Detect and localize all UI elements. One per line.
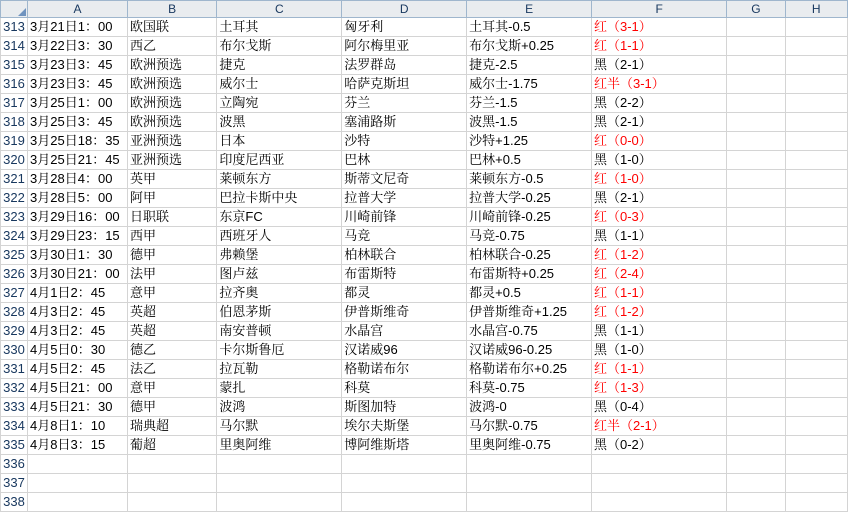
row-header[interactable]: 330 xyxy=(1,341,28,360)
cell-empty-h[interactable] xyxy=(785,436,847,455)
cell-home-team[interactable]: 东京FC xyxy=(217,208,342,227)
cell-empty-h[interactable] xyxy=(785,265,847,284)
table-row[interactable] xyxy=(1,189,848,208)
cell-date[interactable]: 4月5日2：45 xyxy=(28,360,128,379)
cell-empty-g[interactable] xyxy=(727,227,785,246)
cell-away-team[interactable]: 马竞 xyxy=(342,227,467,246)
table-row[interactable] xyxy=(1,474,848,493)
cell-date[interactable]: 4月5日21：30 xyxy=(28,398,128,417)
row-header[interactable]: 323 xyxy=(1,208,28,227)
cell-date[interactable]: 3月25日3：45 xyxy=(28,113,128,132)
cell-away-team[interactable]: 沙特 xyxy=(342,132,467,151)
cell-result[interactable] xyxy=(592,474,727,493)
row-header[interactable]: 336 xyxy=(1,455,28,474)
cell-league[interactable]: 欧洲预选 xyxy=(127,56,216,75)
cell-date[interactable]: 4月3日2：45 xyxy=(28,303,128,322)
cell-empty-g[interactable] xyxy=(727,56,785,75)
cell-away-team[interactable]: 法罗群岛 xyxy=(342,56,467,75)
cell-empty-g[interactable] xyxy=(727,284,785,303)
cell-home-team[interactable]: 波黑 xyxy=(217,113,342,132)
cell-result[interactable]: 红（3-1） xyxy=(592,18,727,37)
table-row[interactable] xyxy=(1,208,848,227)
cell-empty-g[interactable] xyxy=(727,151,785,170)
cell-date[interactable]: 3月25日1：00 xyxy=(28,94,128,113)
cell-home-team[interactable]: 马尔默 xyxy=(217,417,342,436)
cell-league[interactable]: 英超 xyxy=(127,322,216,341)
cell-date[interactable] xyxy=(28,455,128,474)
cell-handicap[interactable] xyxy=(467,493,592,512)
cell-league[interactable]: 欧洲预选 xyxy=(127,113,216,132)
cell-away-team[interactable]: 阿尔梅里亚 xyxy=(342,37,467,56)
row-header[interactable]: 328 xyxy=(1,303,28,322)
cell-league[interactable] xyxy=(127,493,216,512)
cell-result[interactable]: 黑（2-1） xyxy=(592,56,727,75)
cell-empty-h[interactable] xyxy=(785,455,847,474)
row-header[interactable]: 335 xyxy=(1,436,28,455)
cell-result[interactable]: 黑（2-1） xyxy=(592,113,727,132)
row-header[interactable]: 317 xyxy=(1,94,28,113)
cell-result[interactable]: 红（2-4） xyxy=(592,265,727,284)
cell-date[interactable]: 3月23日3：45 xyxy=(28,56,128,75)
cell-result[interactable]: 红（1-2） xyxy=(592,246,727,265)
cell-away-team[interactable]: 哈萨克斯坦 xyxy=(342,75,467,94)
cell-result[interactable]: 红（1-1） xyxy=(592,284,727,303)
cell-league[interactable]: 欧洲预选 xyxy=(127,94,216,113)
cell-result[interactable]: 黑（2-2） xyxy=(592,94,727,113)
cell-away-team[interactable]: 布雷斯特 xyxy=(342,265,467,284)
cell-empty-g[interactable] xyxy=(727,379,785,398)
row-header[interactable]: 332 xyxy=(1,379,28,398)
cell-empty-h[interactable] xyxy=(785,360,847,379)
cell-home-team[interactable]: 日本 xyxy=(217,132,342,151)
cell-date[interactable]: 4月5日21：00 xyxy=(28,379,128,398)
cell-league[interactable]: 阿甲 xyxy=(127,189,216,208)
cell-home-team[interactable]: 莱顿东方 xyxy=(217,170,342,189)
cell-result[interactable]: 红（1-2） xyxy=(592,303,727,322)
cell-empty-g[interactable] xyxy=(727,455,785,474)
cell-date[interactable] xyxy=(28,493,128,512)
cell-handicap[interactable] xyxy=(467,455,592,474)
cell-away-team[interactable]: 伊普斯维奇 xyxy=(342,303,467,322)
cell-home-team[interactable]: 土耳其 xyxy=(217,18,342,37)
cell-handicap[interactable]: 里奥阿维-0.75 xyxy=(467,436,592,455)
cell-home-team[interactable]: 威尔士 xyxy=(217,75,342,94)
cell-away-team[interactable]: 芬兰 xyxy=(342,94,467,113)
cell-league[interactable] xyxy=(127,474,216,493)
cell-empty-h[interactable] xyxy=(785,284,847,303)
column-header-h[interactable]: H xyxy=(785,1,847,18)
table-row[interactable] xyxy=(1,341,848,360)
table-row[interactable] xyxy=(1,417,848,436)
cell-league[interactable]: 德乙 xyxy=(127,341,216,360)
table-row[interactable] xyxy=(1,322,848,341)
cell-result[interactable]: 红（0-0） xyxy=(592,132,727,151)
table-row[interactable] xyxy=(1,113,848,132)
cell-handicap[interactable]: 巴林+0.5 xyxy=(467,151,592,170)
cell-empty-g[interactable] xyxy=(727,113,785,132)
cell-handicap[interactable]: 布尔戈斯+0.25 xyxy=(467,37,592,56)
cell-league[interactable]: 英甲 xyxy=(127,170,216,189)
cell-away-team[interactable]: 塞浦路斯 xyxy=(342,113,467,132)
cell-empty-h[interactable] xyxy=(785,246,847,265)
cell-result[interactable] xyxy=(592,493,727,512)
row-header[interactable]: 326 xyxy=(1,265,28,284)
cell-date[interactable]: 3月29日16：00 xyxy=(28,208,128,227)
cell-empty-g[interactable] xyxy=(727,493,785,512)
cell-home-team[interactable]: 西班牙人 xyxy=(217,227,342,246)
cell-empty-h[interactable] xyxy=(785,56,847,75)
cell-empty-h[interactable] xyxy=(785,379,847,398)
row-header[interactable]: 319 xyxy=(1,132,28,151)
cell-empty-h[interactable] xyxy=(785,132,847,151)
column-header-b[interactable]: B xyxy=(127,1,216,18)
row-header[interactable]: 320 xyxy=(1,151,28,170)
cell-handicap[interactable]: 伊普斯维奇+1.25 xyxy=(467,303,592,322)
cell-empty-g[interactable] xyxy=(727,436,785,455)
table-row[interactable] xyxy=(1,132,848,151)
cell-handicap[interactable]: 土耳其-0.5 xyxy=(467,18,592,37)
cell-empty-g[interactable] xyxy=(727,170,785,189)
cell-result[interactable]: 黑（1-1） xyxy=(592,322,727,341)
column-header-a[interactable]: A xyxy=(28,1,128,18)
table-row[interactable] xyxy=(1,379,848,398)
row-header[interactable]: 318 xyxy=(1,113,28,132)
table-row[interactable] xyxy=(1,94,848,113)
cell-date[interactable] xyxy=(28,474,128,493)
cell-empty-h[interactable] xyxy=(785,303,847,322)
cell-home-team[interactable] xyxy=(217,493,342,512)
cell-empty-g[interactable] xyxy=(727,303,785,322)
cell-away-team[interactable]: 博阿维斯塔 xyxy=(342,436,467,455)
row-header[interactable]: 313 xyxy=(1,18,28,37)
row-header[interactable]: 316 xyxy=(1,75,28,94)
cell-empty-h[interactable] xyxy=(785,75,847,94)
cell-league[interactable]: 西乙 xyxy=(127,37,216,56)
cell-empty-g[interactable] xyxy=(727,37,785,56)
cell-empty-h[interactable] xyxy=(785,151,847,170)
cell-date[interactable]: 4月5日0：30 xyxy=(28,341,128,360)
table-row[interactable] xyxy=(1,56,848,75)
table-row[interactable] xyxy=(1,227,848,246)
cell-result[interactable]: 黑（0-4） xyxy=(592,398,727,417)
cell-date[interactable]: 3月21日1：00 xyxy=(28,18,128,37)
cell-empty-g[interactable] xyxy=(727,94,785,113)
cell-league[interactable]: 法甲 xyxy=(127,265,216,284)
row-header[interactable]: 315 xyxy=(1,56,28,75)
cell-home-team[interactable]: 巴拉卡斯中央 xyxy=(217,189,342,208)
cell-date[interactable]: 3月30日1：30 xyxy=(28,246,128,265)
cell-handicap[interactable]: 波黑-1.5 xyxy=(467,113,592,132)
cell-away-team[interactable]: 拉普大学 xyxy=(342,189,467,208)
cell-empty-g[interactable] xyxy=(727,360,785,379)
cell-result[interactable]: 红半（2-1） xyxy=(592,417,727,436)
cell-away-team[interactable]: 川崎前锋 xyxy=(342,208,467,227)
cell-handicap[interactable]: 威尔士-1.75 xyxy=(467,75,592,94)
cell-empty-h[interactable] xyxy=(785,189,847,208)
cell-league[interactable]: 意甲 xyxy=(127,284,216,303)
column-header-c[interactable]: C xyxy=(217,1,342,18)
cell-home-team[interactable]: 弗赖堡 xyxy=(217,246,342,265)
table-row[interactable] xyxy=(1,37,848,56)
cell-result[interactable]: 红（1-0） xyxy=(592,170,727,189)
cell-home-team[interactable]: 南安普顿 xyxy=(217,322,342,341)
row-header[interactable]: 329 xyxy=(1,322,28,341)
cell-date[interactable]: 4月8日3：15 xyxy=(28,436,128,455)
column-header-d[interactable]: D xyxy=(342,1,467,18)
cell-result[interactable]: 红（1-1） xyxy=(592,360,727,379)
cell-away-team[interactable] xyxy=(342,493,467,512)
cell-empty-h[interactable] xyxy=(785,37,847,56)
row-header[interactable]: 322 xyxy=(1,189,28,208)
cell-handicap[interactable]: 马竞-0.75 xyxy=(467,227,592,246)
cell-empty-h[interactable] xyxy=(785,227,847,246)
cell-handicap[interactable]: 格勒诺布尔+0.25 xyxy=(467,360,592,379)
row-header[interactable]: 337 xyxy=(1,474,28,493)
row-header[interactable]: 321 xyxy=(1,170,28,189)
cell-empty-h[interactable] xyxy=(785,493,847,512)
cell-empty-g[interactable] xyxy=(727,265,785,284)
cell-league[interactable]: 亚洲预选 xyxy=(127,132,216,151)
cell-handicap[interactable]: 拉普大学-0.25 xyxy=(467,189,592,208)
table-row[interactable] xyxy=(1,493,848,512)
cell-date[interactable]: 4月3日2：45 xyxy=(28,322,128,341)
cell-empty-h[interactable] xyxy=(785,170,847,189)
cell-empty-g[interactable] xyxy=(727,417,785,436)
table-row[interactable] xyxy=(1,360,848,379)
cell-league[interactable]: 瑞典超 xyxy=(127,417,216,436)
cell-empty-g[interactable] xyxy=(727,322,785,341)
row-header[interactable]: 333 xyxy=(1,398,28,417)
cell-result[interactable]: 黑（1-0） xyxy=(592,341,727,360)
cell-empty-g[interactable] xyxy=(727,246,785,265)
cell-date[interactable]: 4月8日1：10 xyxy=(28,417,128,436)
table-row[interactable] xyxy=(1,265,848,284)
cell-home-team[interactable]: 伯恩茅斯 xyxy=(217,303,342,322)
cell-empty-h[interactable] xyxy=(785,398,847,417)
cell-home-team[interactable]: 图卢兹 xyxy=(217,265,342,284)
table-row[interactable] xyxy=(1,284,848,303)
row-header[interactable]: 314 xyxy=(1,37,28,56)
cell-league[interactable]: 亚洲预选 xyxy=(127,151,216,170)
column-header-g[interactable]: G xyxy=(727,1,785,18)
cell-result[interactable]: 黑（0-2） xyxy=(592,436,727,455)
cell-league[interactable]: 法乙 xyxy=(127,360,216,379)
cell-away-team[interactable]: 埃尔夫斯堡 xyxy=(342,417,467,436)
row-header[interactable]: 327 xyxy=(1,284,28,303)
cell-handicap[interactable]: 捷克-2.5 xyxy=(467,56,592,75)
cell-handicap[interactable]: 水晶宫-0.75 xyxy=(467,322,592,341)
cell-away-team[interactable]: 匈牙利 xyxy=(342,18,467,37)
cell-result[interactable]: 红半（3-1） xyxy=(592,75,727,94)
column-header-row xyxy=(1,1,848,18)
cell-handicap[interactable]: 莱顿东方-0.5 xyxy=(467,170,592,189)
cell-empty-h[interactable] xyxy=(785,417,847,436)
cell-home-team[interactable]: 立陶宛 xyxy=(217,94,342,113)
row-header[interactable]: 338 xyxy=(1,493,28,512)
cell-date[interactable]: 3月29日23：15 xyxy=(28,227,128,246)
cell-league[interactable]: 欧洲预选 xyxy=(127,75,216,94)
cell-home-team[interactable]: 里奥阿维 xyxy=(217,436,342,455)
cell-result[interactable]: 红（0-3） xyxy=(592,208,727,227)
cell-home-team[interactable]: 波鸿 xyxy=(217,398,342,417)
table-row[interactable] xyxy=(1,170,848,189)
cell-handicap[interactable]: 芬兰-1.5 xyxy=(467,94,592,113)
cell-date[interactable]: 4月1日2：45 xyxy=(28,284,128,303)
cell-handicap[interactable]: 汉诺威96-0.25 xyxy=(467,341,592,360)
cell-empty-h[interactable] xyxy=(785,341,847,360)
cell-empty-h[interactable] xyxy=(785,208,847,227)
cell-league[interactable]: 德甲 xyxy=(127,398,216,417)
cell-home-team[interactable]: 捷克 xyxy=(217,56,342,75)
cell-league[interactable]: 意甲 xyxy=(127,379,216,398)
cell-result[interactable] xyxy=(592,455,727,474)
cell-league[interactable]: 西甲 xyxy=(127,227,216,246)
cell-empty-g[interactable] xyxy=(727,474,785,493)
cell-handicap[interactable]: 波鸿-0 xyxy=(467,398,592,417)
cell-result[interactable]: 红（1-1） xyxy=(592,37,727,56)
cell-league[interactable] xyxy=(127,455,216,474)
cell-away-team[interactable] xyxy=(342,474,467,493)
spreadsheet-body xyxy=(1,18,848,512)
cell-handicap[interactable] xyxy=(467,474,592,493)
column-header-f[interactable]: F xyxy=(592,1,727,18)
cell-handicap[interactable]: 柏林联合-0.25 xyxy=(467,246,592,265)
cell-empty-h[interactable] xyxy=(785,322,847,341)
cell-away-team[interactable]: 汉诺威96 xyxy=(342,341,467,360)
cell-league[interactable]: 德甲 xyxy=(127,246,216,265)
cell-home-team[interactable] xyxy=(217,474,342,493)
cell-handicap[interactable]: 都灵+0.5 xyxy=(467,284,592,303)
table-row[interactable] xyxy=(1,303,848,322)
table-row[interactable] xyxy=(1,398,848,417)
cell-empty-h[interactable] xyxy=(785,18,847,37)
cell-empty-h[interactable] xyxy=(785,113,847,132)
cell-league[interactable]: 欧国联 xyxy=(127,18,216,37)
cell-away-team[interactable]: 都灵 xyxy=(342,284,467,303)
table-row[interactable] xyxy=(1,455,848,474)
cell-result[interactable]: 黑（1-1） xyxy=(592,227,727,246)
cell-empty-g[interactable] xyxy=(727,208,785,227)
cell-home-team[interactable]: 印度尼西亚 xyxy=(217,151,342,170)
cell-away-team[interactable]: 巴林 xyxy=(342,151,467,170)
cell-result[interactable]: 红（1-3） xyxy=(592,379,727,398)
cell-away-team[interactable]: 柏林联合 xyxy=(342,246,467,265)
table-row[interactable] xyxy=(1,75,848,94)
cell-away-team[interactable]: 科莫 xyxy=(342,379,467,398)
cell-handicap[interactable]: 布雷斯特+0.25 xyxy=(467,265,592,284)
table-row[interactable] xyxy=(1,246,848,265)
cell-league[interactable]: 英超 xyxy=(127,303,216,322)
cell-result[interactable]: 黑（2-1） xyxy=(592,189,727,208)
cell-empty-h[interactable] xyxy=(785,474,847,493)
cell-empty-h[interactable] xyxy=(785,94,847,113)
cell-away-team[interactable]: 水晶宫 xyxy=(342,322,467,341)
cell-home-team[interactable]: 卡尔斯鲁厄 xyxy=(217,341,342,360)
cell-date[interactable]: 3月22日3：30 xyxy=(28,37,128,56)
cell-home-team[interactable] xyxy=(217,455,342,474)
cell-league[interactable]: 日职联 xyxy=(127,208,216,227)
cell-date[interactable]: 3月25日18：35 xyxy=(28,132,128,151)
select-all-corner[interactable] xyxy=(1,1,28,18)
row-header[interactable]: 334 xyxy=(1,417,28,436)
cell-empty-g[interactable] xyxy=(727,398,785,417)
cell-empty-g[interactable] xyxy=(727,18,785,37)
cell-home-team[interactable]: 蒙扎 xyxy=(217,379,342,398)
cell-date[interactable]: 3月28日5：00 xyxy=(28,189,128,208)
cell-empty-g[interactable] xyxy=(727,189,785,208)
cell-date[interactable]: 3月30日21：00 xyxy=(28,265,128,284)
cell-handicap[interactable]: 马尔默-0.75 xyxy=(467,417,592,436)
cell-empty-g[interactable] xyxy=(727,132,785,151)
cell-handicap[interactable]: 沙特+1.25 xyxy=(467,132,592,151)
table-row[interactable] xyxy=(1,151,848,170)
row-header[interactable]: 331 xyxy=(1,360,28,379)
cell-date[interactable]: 3月23日3：45 xyxy=(28,75,128,94)
table-row[interactable] xyxy=(1,18,848,37)
cell-date[interactable]: 3月25日21：45 xyxy=(28,151,128,170)
cell-away-team[interactable]: 斯图加特 xyxy=(342,398,467,417)
cell-empty-g[interactable] xyxy=(727,341,785,360)
cell-away-team[interactable] xyxy=(342,455,467,474)
row-header[interactable]: 324 xyxy=(1,227,28,246)
table-row[interactable] xyxy=(1,436,848,455)
cell-result[interactable]: 黑（1-0） xyxy=(592,151,727,170)
cell-date[interactable]: 3月28日4：00 xyxy=(28,170,128,189)
cell-away-team[interactable]: 格勒诺布尔 xyxy=(342,360,467,379)
cell-away-team[interactable]: 斯蒂文尼奇 xyxy=(342,170,467,189)
cell-home-team[interactable]: 布尔戈斯 xyxy=(217,37,342,56)
column-header-e[interactable]: E xyxy=(467,1,592,18)
select-all-triangle-icon xyxy=(18,8,26,16)
cell-league[interactable]: 葡超 xyxy=(127,436,216,455)
cell-handicap[interactable]: 川崎前锋-0.25 xyxy=(467,208,592,227)
row-header[interactable]: 325 xyxy=(1,246,28,265)
cell-home-team[interactable]: 拉齐奥 xyxy=(217,284,342,303)
cell-handicap[interactable]: 科莫-0.75 xyxy=(467,379,592,398)
cell-empty-g[interactable] xyxy=(727,75,785,94)
cell-home-team[interactable]: 拉瓦勒 xyxy=(217,360,342,379)
